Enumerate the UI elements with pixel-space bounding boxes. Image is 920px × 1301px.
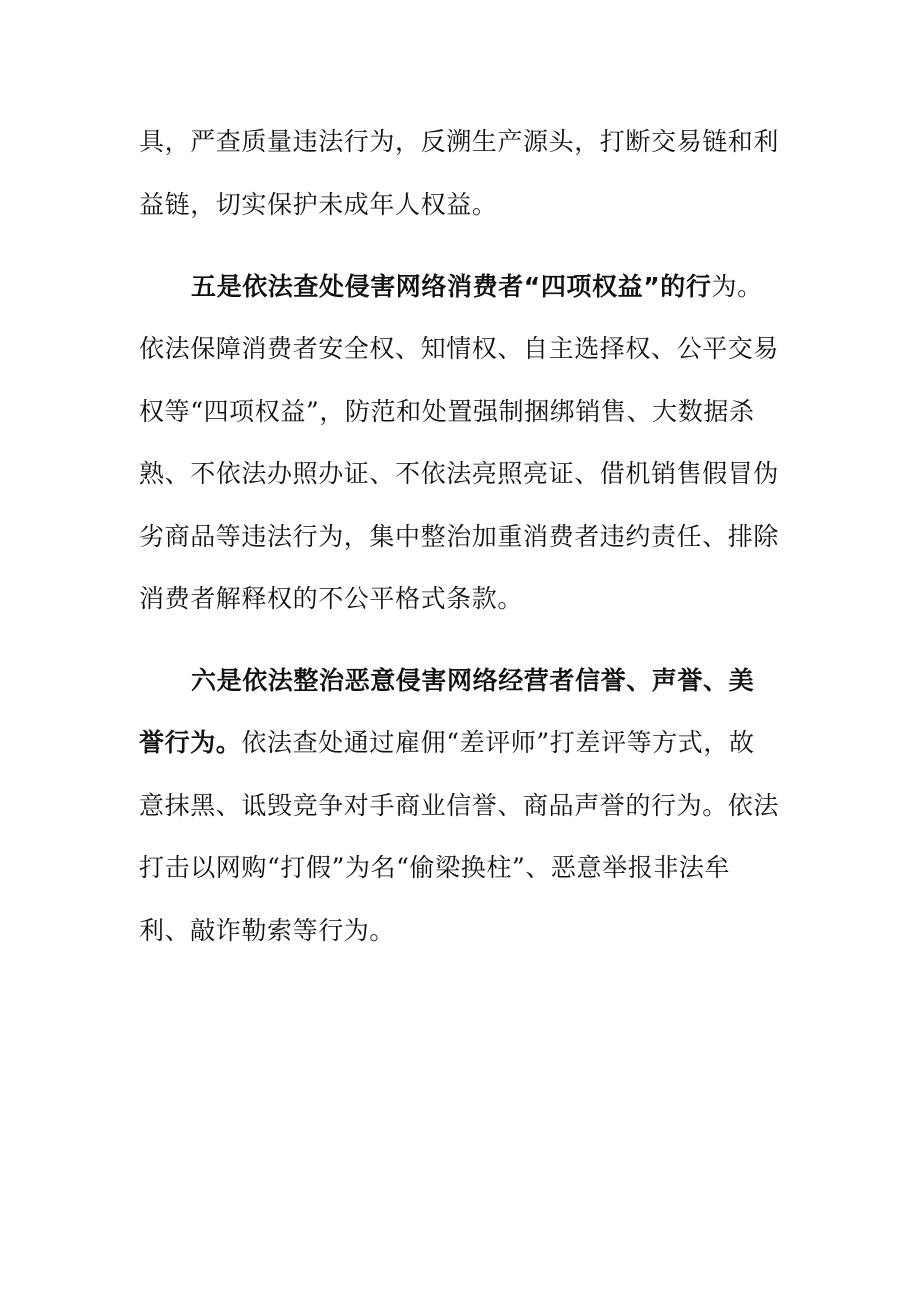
paragraph-6-heading-tail: 誉行为。 <box>139 728 242 757</box>
paragraph-5-line-4: 劣商品等违法行为，集中整治加重消费者违约责任、排除 <box>139 522 780 551</box>
paragraph-5-heading: 五是依法查处侵害网络消费者“四项权益”的行 <box>191 272 712 301</box>
paragraph-4-line-1: 具，严查质量违法行为，反溯生产源头，打断交易链和利 <box>139 127 780 156</box>
paragraph-6-line-2 <box>139 718 799 768</box>
paragraph-5-heading-line <box>191 262 851 312</box>
paragraph-6-line-3: 意抹黑、诋毁竞争对手商业信誉、商品声誉的行为。依法 <box>139 791 780 820</box>
paragraph-5-line-2: 权等“四项权益”，防范和处置强制捆绑销售、大数据杀 <box>139 397 755 426</box>
paragraph-6-line-5: 利、敲诈勒索等行为。 <box>139 916 396 945</box>
paragraph-5-line-5: 消费者解释权的不公平格式条款。 <box>139 584 524 613</box>
paragraph-6-line-4: 打击以网购“打假”为名“偷梁换柱”、恶意举报非法牟 <box>139 853 731 882</box>
paragraph-4-line-2: 益链，切实保护未成年人权益。 <box>139 190 498 219</box>
paragraph-5-line-1: 依法保障消费者安全权、知情权、自主选择权、公平交易 <box>139 334 780 363</box>
paragraph-6-heading-line-1: 六是依法整治恶意侵害网络经营者信誉、声誉、美 <box>191 666 755 695</box>
paragraph-6-line-2-rest: 依法查处通过雇佣“差评师”打差评等方式，故 <box>241 728 755 757</box>
paragraph-5-line-3: 熟、不依法办照办证、不依法亮照亮证、借机销售假冒伪 <box>139 459 780 488</box>
paragraph-5-heading-tail: 为。 <box>711 272 763 301</box>
